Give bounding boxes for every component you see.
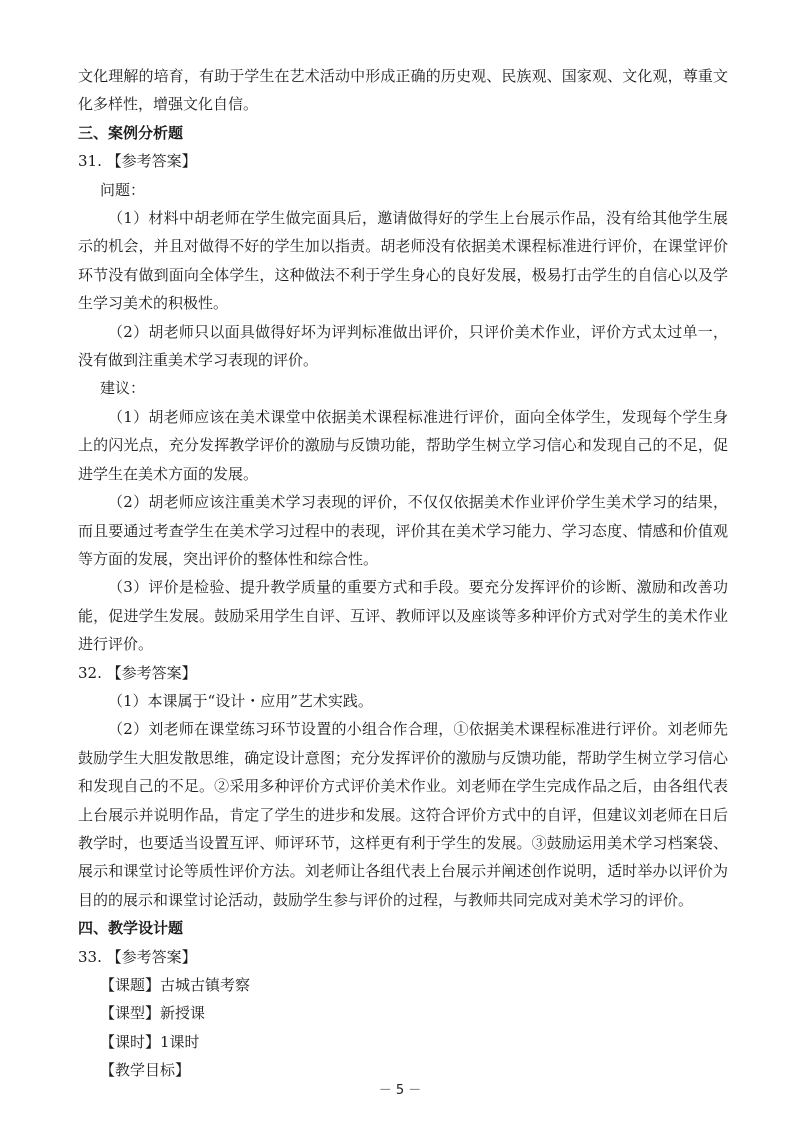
question-label: 33. 【参考答案】 [78, 947, 197, 966]
lesson-field: 【教学目标】 [100, 1061, 191, 1080]
body-paragraph: （1）材料中胡老师在学生做完面具后，邀请做得好的学生上台展示作品，没有给其他学生展示的机会，并且对做得不好的学生加以指责。胡老师没有依据美术课程标准进行评价，在课堂评价环节没有做到面向全体学生，这种做法不利于学生身心的良好发展，极易打击学生的自信心以及学生学习美术的积极性。 [78, 209, 728, 313]
question-label: 32. 【参考答案】 [78, 663, 197, 682]
lesson-field: 【课型】新授课 [100, 1004, 206, 1023]
sub-label: 建议： [100, 379, 146, 398]
question-label: 31. 【参考答案】 [78, 152, 197, 171]
body-paragraph: （1）胡老师应该在美术课堂中依据美术课程标准进行评价，面向全体学生，发现每个学生身上的闪光点，充分发挥教学评价的激励与反馈功能，帮助学生树立学习信心和发现自己的不足，促进学生在美术方面的发展。 [78, 407, 728, 483]
section-heading: 四、教学设计题 [78, 919, 184, 938]
lesson-field: 【课时】1课时 [100, 1032, 200, 1051]
body-paragraph: （3）评价是检验、提升教学质量的重要方式和手段。要充分发挥评价的诊断、激励和改善功能，促进学生发展。鼓励采用学生自评、互评、教师评以及座谈等多种评价方式对学生的美术作业进行评价。 [78, 578, 728, 654]
body-paragraph: 文化理解的培育，有助于学生在艺术活动中形成正确的历史观、民族观、国家观、文化观，尊重文化多样性，增强文化自信。 [78, 67, 728, 114]
lesson-field: 【课题】古城古镇考察 [100, 976, 251, 994]
page-content [78, 62, 728, 1085]
body-paragraph: （2）刘老师在课堂练习环节设置的小组合作合理，①依据美术课程标准进行评价。刘老师先鼓励学生大胆发散思维，确定设计意图；充分发挥评价的激励与反馈功能，帮助学生树立学习信心和发现自己的不足。②采用多种评价方式评价美术作业。刘老师在学生完成作品之后，由各组代表上台展示并说明作品，肯定了学生的进步和发展。这符合评价方式中的自评，但建议刘老师在日后教学时，也要适当设置互评、师评环节，这样更有利于学生的发展。③鼓励运用美术学习档案袋、展示和课堂讨论等质性评价方法。刘老师让各组代表上台展示并阐述创作说明，适时举办以评价为目的的展示和课堂讨论活动，鼓励学生参与评价的过程，与教师共同完成对美术学习的评价。 [78, 720, 728, 909]
sub-label: 问题： [100, 180, 146, 199]
body-paragraph: （1）本课属于“设计・应用”艺术实践。 [108, 691, 373, 710]
section-heading: 三、案例分析题 [78, 123, 184, 142]
page-number: － 5 － [378, 1083, 422, 1098]
body-paragraph: （2）胡老师应该注重美术学习表现的评价，不仅仅依据美术作业评价学生美术学习的结果，而且要通过考查学生在美术学习过程中的表现，评价其在美术学习能力、学习态度、情感和价值观等方面的发展，突出评价的整体性和综合性。 [78, 493, 728, 568]
body-paragraph: （2）胡老师只以面具做得好坏为评判标准做出评价，只评价美术作业，评价方式太过单一，没有做到注重美术学习表现的评价。 [78, 322, 728, 370]
